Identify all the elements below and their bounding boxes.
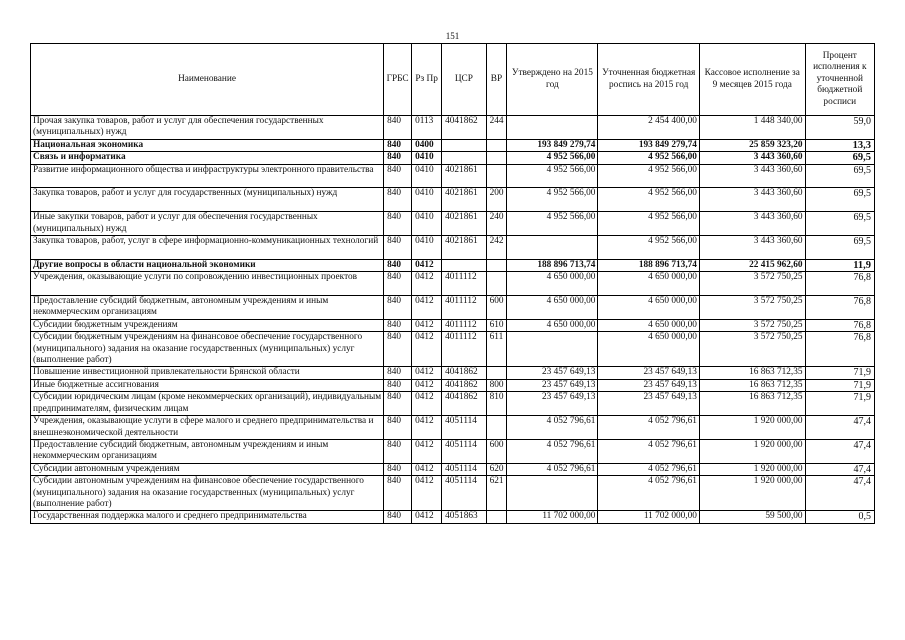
cell-grbs: 840 [384,164,412,188]
cell-vr: 200 [486,188,507,212]
header-percent: Процент исполнения к уточненной бюджетной росписи [805,44,874,116]
cell-name: Субсидии юридическим лицам (кроме некоммерческих организаций), индивидуальным предпринимателям, физическим лицам [31,392,384,416]
cell-percent: 76,8 [805,272,874,296]
cell-approved: 4 650 000,00 [507,272,598,296]
table-row [31,439,875,463]
cell-name: Иные бюджетные ассигнования [31,379,384,391]
cell-cash: 3 443 360,60 [699,164,805,188]
table-row [31,236,875,260]
cell-name: Предоставление субсидий бюджетным, автономным учреждениям и иным некоммерческим организациям [31,439,384,463]
cell-cash: 3 572 750,25 [699,332,805,367]
cell-approved: 23 457 649,13 [507,392,598,416]
cell-refined: 4 650 000,00 [598,319,699,331]
cell-rzpr: 0412 [412,439,442,463]
cell-refined: 2 454 400,00 [598,116,699,140]
cell-approved: 4 052 796,61 [507,439,598,463]
header-refined: Уточненная бюджетная роспись на 2015 год [598,44,699,116]
cell-percent: 76,8 [805,296,874,320]
cell-name: Учреждения, оказывающие услуги по сопровождению инвестиционных проектов [31,272,384,296]
cell-csr: 4011112 [442,319,487,331]
cell-refined: 23 457 649,13 [598,367,699,379]
cell-refined: 4 052 796,61 [598,439,699,463]
cell-cash: 3 572 750,25 [699,319,805,331]
cell-refined: 4 650 000,00 [598,272,699,296]
cell-cash: 3 443 360,60 [699,212,805,236]
cell-name: Национальная экономика [31,139,384,151]
cell-approved: 23 457 649,13 [507,379,598,391]
cell-csr: 4021861 [442,188,487,212]
cell-name: Иные закупки товаров, работ и услуг для обеспечения государственных (муниципальных) нужд [31,212,384,236]
cell-name: Закупка товаров, работ, услуг в сфере информационно-коммуникационных технологий [31,236,384,260]
cell-vr [486,259,507,271]
cell-name: Субсидии автономным учреждениям [31,463,384,475]
cell-name: Субсидии бюджетным учреждениям на финансовое обеспечение государственного (муниципального) задания на оказание государственных (муниципальных) услуг (выполнение работ) [31,332,384,367]
cell-percent: 69,5 [805,236,874,260]
table-header [31,44,875,116]
table-row [31,296,875,320]
header-approved: Утверждено на 2015 год [507,44,598,116]
cell-name: Государственная поддержка малого и среднего предпринимательства [31,511,384,523]
cell-cash: 16 863 712,35 [699,392,805,416]
cell-vr: 242 [486,236,507,260]
table-row [31,152,875,164]
cell-percent: 76,8 [805,319,874,331]
cell-refined: 4 952 566,00 [598,188,699,212]
cell-rzpr: 0412 [412,511,442,523]
cell-percent: 71,9 [805,367,874,379]
cell-percent: 69,5 [805,164,874,188]
cell-approved: 193 849 279,74 [507,139,598,151]
cell-cash: 1 920 000,00 [699,416,805,440]
cell-grbs: 840 [384,476,412,511]
table-row [31,332,875,367]
cell-grbs: 840 [384,463,412,475]
cell-csr: 4011112 [442,272,487,296]
table-row [31,164,875,188]
cell-refined: 4 052 796,61 [598,476,699,511]
cell-grbs: 840 [384,272,412,296]
cell-rzpr: 0400 [412,139,442,151]
cell-name: Закупка товаров, работ и услуг для государственных (муниципальных) нужд [31,188,384,212]
header-name: Наименование [31,44,384,116]
cell-csr: 4021861 [442,164,487,188]
cell-percent: 76,8 [805,332,874,367]
cell-approved: 4 952 566,00 [507,164,598,188]
cell-rzpr: 0412 [412,379,442,391]
cell-vr: 611 [486,332,507,367]
cell-csr: 4041862 [442,367,487,379]
cell-vr [486,272,507,296]
cell-vr: 600 [486,296,507,320]
cell-percent: 11,9 [805,259,874,271]
cell-csr: 4051114 [442,439,487,463]
cell-cash: 1 920 000,00 [699,439,805,463]
cell-approved: 4 052 796,61 [507,416,598,440]
cell-vr [486,164,507,188]
cell-approved: 23 457 649,13 [507,367,598,379]
cell-percent: 13,3 [805,139,874,151]
cell-grbs: 840 [384,379,412,391]
table-row [31,476,875,511]
cell-rzpr: 0412 [412,332,442,367]
table-row [31,416,875,440]
table-row [31,212,875,236]
cell-csr: 4021861 [442,236,487,260]
table-row [31,139,875,151]
cell-vr [486,152,507,164]
cell-refined: 193 849 279,74 [598,139,699,151]
cell-approved [507,236,598,260]
cell-grbs: 840 [384,439,412,463]
cell-grbs: 840 [384,236,412,260]
budget-execution-table [30,43,875,524]
cell-refined: 4 952 566,00 [598,152,699,164]
header-rzpr: Рз Пр [412,44,442,116]
cell-csr [442,259,487,271]
cell-refined: 188 896 713,74 [598,259,699,271]
cell-grbs: 840 [384,367,412,379]
cell-refined: 4 650 000,00 [598,332,699,367]
cell-csr: 4051114 [442,476,487,511]
cell-cash: 3 443 360,60 [699,236,805,260]
cell-rzpr: 0412 [412,392,442,416]
cell-grbs: 840 [384,511,412,523]
cell-name: Связь и информатика [31,152,384,164]
cell-name: Развитие информационного общества и инфраструктуры электронного правительства [31,164,384,188]
cell-grbs: 840 [384,139,412,151]
cell-vr: 800 [486,379,507,391]
cell-refined: 4 052 796,61 [598,416,699,440]
cell-vr [486,416,507,440]
cell-rzpr: 0410 [412,212,442,236]
header-csr: ЦСР [442,44,487,116]
cell-grbs: 840 [384,416,412,440]
cell-grbs: 840 [384,296,412,320]
cell-cash: 16 863 712,35 [699,379,805,391]
cell-rzpr: 0412 [412,416,442,440]
cell-rzpr: 0412 [412,272,442,296]
cell-csr: 4051863 [442,511,487,523]
cell-cash: 16 863 712,35 [699,367,805,379]
cell-percent: 71,9 [805,379,874,391]
cell-approved: 4 952 566,00 [507,152,598,164]
cell-grbs: 840 [384,392,412,416]
cell-percent: 0,5 [805,511,874,523]
cell-refined: 4 952 566,00 [598,164,699,188]
cell-approved: 4 650 000,00 [507,296,598,320]
cell-csr: 4041862 [442,379,487,391]
cell-rzpr: 0410 [412,188,442,212]
table-row [31,319,875,331]
cell-percent: 47,4 [805,476,874,511]
cell-refined: 23 457 649,13 [598,379,699,391]
cell-percent: 47,4 [805,463,874,475]
cell-rzpr: 0113 [412,116,442,140]
cell-percent: 69,5 [805,152,874,164]
cell-refined: 4 650 000,00 [598,296,699,320]
cell-name: Повышение инвестиционной привлекательности Брянской области [31,367,384,379]
cell-vr: 240 [486,212,507,236]
table-row [31,188,875,212]
cell-cash: 1 448 340,00 [699,116,805,140]
table-row [31,511,875,523]
header-cash: Кассовое исполнение за 9 месяцев 2015 года [699,44,805,116]
header-grbs: ГРБС [384,44,412,116]
cell-csr: 4051114 [442,463,487,475]
table-row [31,367,875,379]
cell-approved: 4 052 796,61 [507,463,598,475]
cell-name: Учреждения, оказывающие услуги в сфере малого и среднего предпринимательства и внешнеэкономической деятельности [31,416,384,440]
cell-grbs: 840 [384,332,412,367]
cell-cash: 3 572 750,25 [699,296,805,320]
cell-approved [507,476,598,511]
cell-percent: 47,4 [805,439,874,463]
cell-grbs: 840 [384,116,412,140]
cell-name: Прочая закупка товаров, работ и услуг для обеспечения государственных (муниципальных) нужд [31,116,384,140]
cell-vr: 600 [486,439,507,463]
cell-csr: 4011112 [442,296,487,320]
cell-rzpr: 0412 [412,367,442,379]
table-row [31,379,875,391]
cell-approved: 4 952 566,00 [507,212,598,236]
cell-csr: 4011112 [442,332,487,367]
table-row [31,272,875,296]
cell-csr [442,139,487,151]
table-row [31,392,875,416]
cell-approved [507,116,598,140]
cell-rzpr: 0410 [412,164,442,188]
cell-rzpr: 0410 [412,152,442,164]
cell-approved [507,332,598,367]
cell-vr: 610 [486,319,507,331]
cell-rzpr: 0412 [412,319,442,331]
page-number: 151 [445,31,460,41]
cell-name: Субсидии автономным учреждениям на финансовое обеспечение государственного (муниципального) задания на оказание государственных (муниципальных) услуг (выполнение работ) [31,476,384,511]
cell-cash: 25 859 323,20 [699,139,805,151]
table-row [31,116,875,140]
header-row [31,44,875,116]
cell-name: Другие вопросы в области национальной экономики [31,259,384,271]
cell-percent: 71,9 [805,392,874,416]
cell-name: Предоставление субсидий бюджетным, автономным учреждениям и иным некоммерческим организациям [31,296,384,320]
cell-grbs: 840 [384,212,412,236]
cell-vr: 810 [486,392,507,416]
cell-rzpr: 0412 [412,296,442,320]
cell-csr: 4041862 [442,392,487,416]
cell-refined: 23 457 649,13 [598,392,699,416]
cell-vr: 244 [486,116,507,140]
table-row [31,259,875,271]
cell-vr: 621 [486,476,507,511]
cell-rzpr: 0412 [412,259,442,271]
cell-vr: 620 [486,463,507,475]
cell-percent: 69,5 [805,188,874,212]
cell-csr: 4021861 [442,212,487,236]
cell-vr [486,367,507,379]
cell-refined: 4 952 566,00 [598,236,699,260]
cell-csr [442,152,487,164]
cell-refined: 4 052 796,61 [598,463,699,475]
header-vr: ВР [486,44,507,116]
cell-cash: 3 443 360,60 [699,188,805,212]
table-body [31,116,875,524]
cell-rzpr: 0412 [412,463,442,475]
cell-approved: 11 702 000,00 [507,511,598,523]
cell-vr [486,511,507,523]
cell-approved: 4 952 566,00 [507,188,598,212]
cell-vr [486,139,507,151]
cell-cash: 1 920 000,00 [699,476,805,511]
cell-csr: 4041862 [442,116,487,140]
cell-csr: 4051114 [442,416,487,440]
cell-percent: 59,0 [805,116,874,140]
cell-grbs: 840 [384,319,412,331]
cell-rzpr: 0410 [412,236,442,260]
cell-percent: 69,5 [805,212,874,236]
cell-cash: 3 572 750,25 [699,272,805,296]
cell-name: Субсидии бюджетным учреждениям [31,319,384,331]
cell-approved: 4 650 000,00 [507,319,598,331]
cell-cash: 59 500,00 [699,511,805,523]
cell-refined: 11 702 000,00 [598,511,699,523]
cell-cash: 22 415 962,60 [699,259,805,271]
cell-approved: 188 896 713,74 [507,259,598,271]
cell-rzpr: 0412 [412,476,442,511]
table-row [31,463,875,475]
cell-cash: 3 443 360,60 [699,152,805,164]
cell-grbs: 840 [384,188,412,212]
cell-grbs: 840 [384,152,412,164]
cell-cash: 1 920 000,00 [699,463,805,475]
cell-grbs: 840 [384,259,412,271]
cell-percent: 47,4 [805,416,874,440]
cell-refined: 4 952 566,00 [598,212,699,236]
